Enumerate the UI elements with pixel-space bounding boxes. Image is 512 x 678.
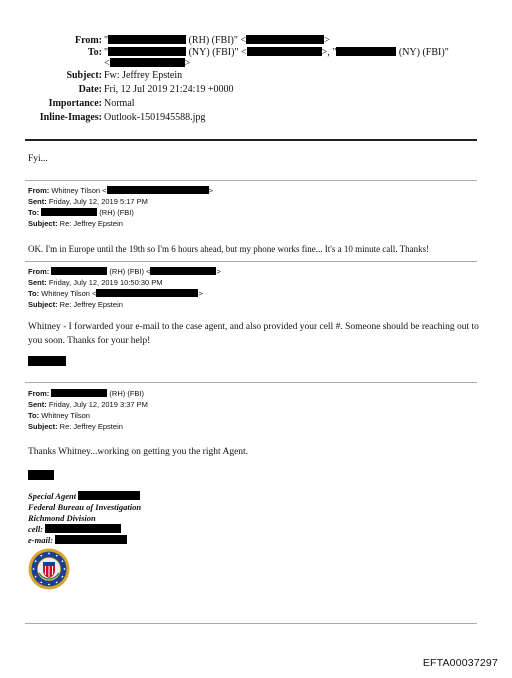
message1-sent-value: Friday, July 12, 2019 5:17 PM	[46, 197, 148, 206]
message2-sent	[28, 277, 163, 288]
header-date-label: Date:	[78, 84, 102, 95]
message-divider	[25, 382, 477, 383]
message2-from-value: (RH) (FBI) <	[107, 267, 151, 276]
message3-subject-value: Re: Jeffrey Epstein	[57, 422, 123, 431]
redaction-bar	[96, 289, 198, 297]
redaction-bar	[45, 524, 121, 533]
message-divider	[25, 261, 477, 262]
message2-sent-value: Friday, July 12, 2019 10:50:30 PM	[46, 278, 163, 287]
redaction-bar	[41, 208, 97, 216]
message1-to	[28, 207, 134, 218]
redaction-bar	[110, 58, 185, 67]
redaction-bar	[28, 356, 66, 366]
signature-division: Richmond Division	[28, 513, 96, 523]
message2-subject-value: Re: Jeffrey Epstein	[57, 300, 123, 309]
document-id: EFTA00037297	[422, 657, 498, 669]
header-inline-images-value: Outlook-1501945588.jpg	[104, 112, 206, 123]
message1-subject-label: Subject:	[28, 219, 58, 228]
header-subject-label: Subject:	[66, 70, 102, 81]
message3-to	[28, 410, 90, 421]
header-from-org: (RH) (FBI)" <	[186, 35, 247, 46]
header-date-value: Fri, 12 Jul 2019 21:24:19 +0000	[104, 84, 234, 95]
redaction-bar	[108, 47, 186, 56]
message3-sent-label: Sent:	[28, 400, 47, 409]
message2-from-label: From:	[28, 267, 50, 276]
message3-to-value: Whitney Tilson	[39, 411, 90, 420]
header-to-org: (NY) (FBI)" <	[186, 47, 247, 58]
redaction-bar	[51, 267, 107, 275]
header-to-quote: "	[104, 47, 109, 58]
header-to-label: To:	[87, 47, 102, 58]
message2-to-value: Whitney Tilson <	[39, 289, 97, 298]
message3-from-value: (RH) (FBI)	[107, 389, 145, 398]
signature-agency: Federal Bureau of Investigation	[28, 502, 142, 512]
message1-to-label: To:	[28, 208, 40, 217]
header-subject-value: Fw: Jeffrey Epstein	[104, 70, 183, 81]
redaction-bar	[51, 389, 107, 397]
message2-subject	[28, 299, 123, 310]
redaction-bar	[107, 186, 209, 194]
intro-text: Fyi...	[28, 154, 48, 164]
header-from-quote: "	[104, 35, 109, 46]
message1-sent	[28, 196, 148, 207]
signature-cell	[28, 524, 121, 535]
message3-to-label: To:	[28, 411, 40, 420]
message1-from	[28, 185, 213, 196]
redaction-bar	[108, 35, 186, 44]
redaction-bar	[336, 47, 396, 56]
redaction-bar	[150, 267, 216, 275]
header-from-label: From:	[74, 35, 102, 46]
message3-body: Thanks Whitney...working on getting you the right Agent.	[28, 447, 249, 457]
signature-title	[28, 491, 140, 502]
header-inline-images-label: Inline-Images:	[39, 112, 102, 123]
message2-to-label: To:	[28, 289, 40, 298]
message2-subject-label: Subject:	[28, 300, 58, 309]
message3-subject	[28, 421, 123, 432]
message-divider	[25, 180, 477, 181]
message1-from-value: Whitney Tilson <	[49, 186, 107, 195]
header-to-value-cont	[104, 58, 190, 70]
message2-body: Whitney - I forwarded your e-mail to the case agent, and also provided your cell #. Someone should be reaching out to you soon. Thanks for your help!	[28, 322, 479, 346]
message2-to	[28, 288, 203, 299]
signature-cell-label: cell:	[28, 524, 46, 534]
signature-email	[28, 535, 127, 546]
header-importance-value: Normal	[104, 98, 135, 109]
message1-to-value: (RH) (FBI)	[97, 208, 134, 217]
redaction-bar	[55, 535, 127, 544]
header-from-end: >	[324, 35, 330, 46]
message3-subject-label: Subject:	[28, 422, 58, 431]
message1-from-label: From:	[28, 186, 50, 195]
message3-sent-value: Friday, July 12, 2019 3:37 PM	[46, 400, 148, 409]
redaction-bar	[247, 47, 322, 56]
message3-from	[28, 388, 144, 399]
header-from-value	[104, 35, 330, 47]
redaction-bar	[246, 35, 324, 44]
header-to-sep: >, "	[321, 47, 337, 58]
fbi-seal-icon	[28, 548, 70, 590]
signature-email-label: e-mail:	[28, 535, 56, 545]
header-importance-label: Importance:	[48, 98, 102, 109]
message3-from-label: From:	[28, 389, 50, 398]
message1-body: OK. I'm in Europe until the 19th so I'm 6 hours ahead, but my phone works fine... It's a 10 minute call. Thanks!	[28, 244, 430, 254]
header-to-close: >	[184, 58, 191, 69]
signature-title-text: Special Agent	[28, 491, 79, 501]
message2-sent-label: Sent:	[28, 278, 47, 287]
header-to-open: <	[104, 58, 110, 69]
header-divider	[25, 139, 477, 141]
redaction-bar	[28, 470, 54, 480]
message1-subject	[28, 218, 123, 229]
message3-sent	[28, 399, 148, 410]
message2-to-end: >	[198, 289, 203, 298]
message2-from-end: >	[216, 267, 221, 276]
message1-from-end: >	[208, 186, 213, 195]
footer-divider	[25, 623, 477, 624]
header-to-org2: (NY) (FBI)"	[396, 47, 449, 58]
message1-sent-label: Sent:	[28, 197, 47, 206]
message2-from	[28, 266, 221, 277]
message1-subject-value: Re: Jeffrey Epstein	[57, 219, 123, 228]
redaction-bar	[78, 491, 140, 500]
